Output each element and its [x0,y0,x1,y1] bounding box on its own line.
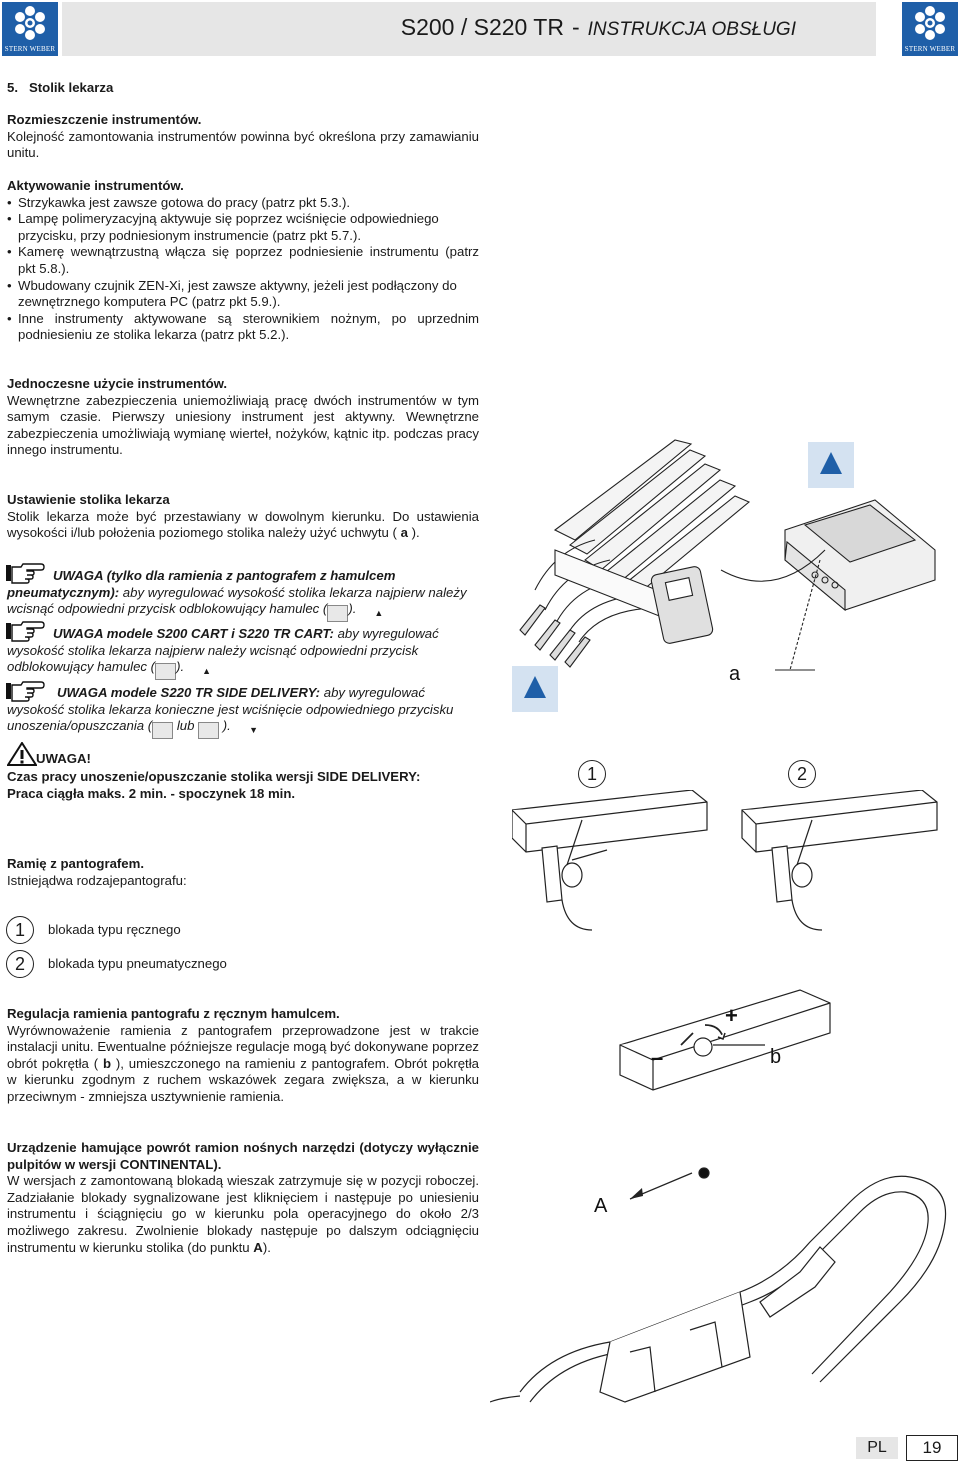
simultaneous-heading: Jednoczesne użycie instrumentów. [7,376,228,391]
minus-label: – [651,1045,664,1070]
plus-label: + [725,1003,738,1028]
bullet-item: • Wbudowany czujnik ZEN-Xi, jest zawsze aktywny, jeżeli jest podłączony do zewnętrznego komputera PC (patrz pkt 5.9.). [7,277,457,310]
down-arrow-key: ▼ [198,722,219,739]
brake-heading: Urządzenie hamujące powrót ramion nośnych narzędzi (dotyczy wyłącznie pulpitów w wersji CONTINENTAL). [7,1140,479,1172]
activation-section [7,178,479,344]
up-arrow-key: ▲ [155,663,176,680]
doctor-table-figure [515,430,955,720]
adjust-heading: Ustawienie stolika lekarza [7,492,170,507]
type-1-label: blokada typu ręcznego [48,922,181,937]
note-side-delivery: UWAGA modele S220 TR SIDE DELIVERY: aby wyregulować wysokość stolika lekarza konieczne jest wciśnięcie odpowiedniego przycisku unoszenia/opuszczania ( lub ▼ ). [7,685,479,739]
adjust-body: Stolik lekarza może być przestawiany w dowolnym kierunku. Do ustawienia wysokości i/lub położenia poziomego stolika należy użyć uchwytu ( a ). [7,508,479,541]
layout-body: Kolejność zamontowania instrumentów powinna być określona przy zamawianiu unitu. [7,128,479,161]
stern-weber-logo-right [902,2,958,56]
note-pneumatic: UWAGA (tylko dla ramienia z pantografem z hamulcem pneumatycznym): aby wyregulować wysokość stolika lekarza najpierw należy wcisnąć odpowiedni przycisk odblokowujący hamulec ( ▲). [7,568,479,622]
brake-body: W wersjach z zamontowaną blokadą wieszak zatrzymuje się w pozycji roboczej. Zadziałanie blokady sygnalizowane jest kliknięciem i następuje po uniesieniu instrumentu i ściągnięciu go w kierunku pola operacyjnego do około 2/3 możliwego zakresu. Zwolnienie blokady następuje po dalszym odciągnięciu instrumentu w kierunku stolika (do punktu A). [7,1173,479,1255]
warning-triangle-icon [7,742,37,766]
warning-text: Czas pracy unoszenie/opuszczanie stolika wersji SIDE DELIVERY: Praca ciągła maks. 2 min. - spoczynek 18 min. [7,769,421,801]
pantograph-intro: Istniejądwa rodzajepantografu: [7,872,187,888]
arm-adjust-body: Wyrównoważenie ramienia z pantografem przeprowadzone jest w trakcie instalacji unitu. Ewentualne późniejsze regulacje mogą być dokonywane poprzez obrót pokrętła ( b ), umieszczonego na ramieniu z pantografem. Obrót pokrętła w kierunku zgodnym z ruchem wskazówek zegara zwiększa, a w kierunku przeciwnym - zmniejsza usztywnienie ramienia. [7,1022,479,1104]
page-title [401,14,796,41]
fig-number-2: 2 [788,760,816,788]
bullet-item: • Lampę polimeryzacyjną aktywuje się poprzez wciśnięcie odpowiedniego przycisku, przy podniesionym instrumencie (patrz pkt 5.7.). [7,211,439,243]
pantograph-types-figure [512,790,952,940]
label-A: A [594,1195,608,1217]
model-name: S200 / S220 TR [400,14,564,40]
bullet-item: • Inne instrumenty aktywowane są sterownikiem nożnym, po uprzednim podniesieniu ze stolika lekarza (patrz pkt 5.2.). [7,310,479,343]
flower-logo-icon [2,2,58,46]
label-a: a [729,663,741,685]
simultaneous-body: Wewnętrzne zabezpieczenia uniemożliwiają pracę dwóch instrumentów w tym samym czasie. Pierwszy uniesiony instrument jest aktywny. Wewnętrzne zabezpieczenia umożliwiają wymianę wierteł, nożyków, kątnic itp. podczas pracy innego instrumentu. [7,392,479,458]
bullet-item: • Strzykawka jest zawsze gotowa do pracy (patrz pkt 5.3.). [7,194,351,210]
bullet-item: • Kamerę wewnątrzustną włącza się poprzez podniesienie instrumentu (patrz pkt 5.8.). [7,244,479,276]
arm-adjust-section [7,1006,479,1106]
arm-adjust-heading: Regulacja ramienia pantografu z ręcznym hamulcem. [7,1006,340,1021]
type-2-number: 2 [6,950,34,978]
section-title: 5. Stolik lekarza [7,80,114,95]
title-separator: - [571,14,580,40]
fig-number-1: 1 [578,760,606,788]
pantograph-section [7,856,479,889]
label-b: b [770,1046,782,1068]
type-2-label: blokada typu pneumatycznego [48,956,227,971]
pantograph-heading: Ramię z pantografem. [7,856,145,871]
logo-text: STERN WEBER [904,45,956,53]
activation-heading: Aktywowanie instrumentów. [7,178,184,193]
layout-section [7,112,479,162]
type-1-number: 1 [6,916,34,944]
logo-text: STERN WEBER [4,45,56,53]
language-code: PL [856,1437,898,1459]
up-arrow-key [152,722,173,739]
layout-heading: Rozmieszczenie instrumentów. [7,112,202,127]
brake-device-figure [490,1152,960,1422]
flower-logo-icon [902,2,958,46]
stern-weber-logo-left [2,2,58,56]
adjust-section [7,492,479,542]
page-number: 19 [906,1435,958,1461]
knob-adjust-figure [615,985,845,1100]
manual-subtitle: INSTRUKCJA OBSŁUGI [587,19,796,40]
note-cart: UWAGA modele S200 CART i S220 TR CART: aby wyregulować wysokość stolika lekarza najpierw należy wcisnąć odpowiedni przycisk odblokowujący hamulec ( ▲). [7,626,479,680]
warning-label: UWAGA! [36,751,91,766]
up-arrow-key: ▲ [327,605,348,622]
brake-section [7,1140,479,1256]
simultaneous-section [7,376,479,459]
